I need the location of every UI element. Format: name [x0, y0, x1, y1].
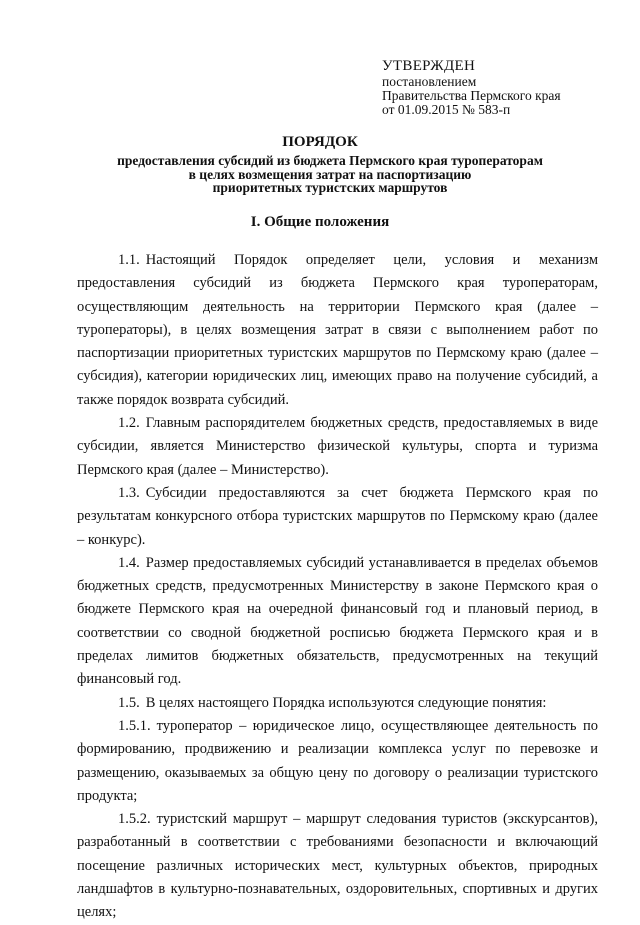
item-text: туроператор – юридическое лицо, осуществляющее деятельность по формированию, продвижению и реализации комплекса услуг по перевозке и размещению, оказываемых за общую цену по договору о реализации туристского продукта;	[77, 717, 598, 804]
paragraph-1-2	[77, 412, 598, 482]
item-number: 1.4.	[118, 554, 140, 571]
document-title: ПОРЯДОК	[282, 134, 358, 150]
approval-line-3: от 01.09.2015 № 583-п	[382, 102, 511, 117]
item-text: туристский маршрут – маршрут следования туристов (экскурсантов), разработанный в соответствии с требованиями безопасности и включающий посещение различных исторических мест, культурных объектов, природных ландшафтов в культурно-познавательных, оздоровительных, спортивных и других целях;	[77, 811, 598, 921]
section-heading: I. Общие положения	[250, 214, 390, 230]
item-text: Настоящий Порядок определяет цели, условия и механизм предоставления субсидий из бюджета Пермского края туроператорам, осуществляющим деятельность на территории Пермского края (далее – туроператоры), в целях возмещения затрат в связи с выполнением работ по паспортизации приоритетных туристских маршрутов по Пермскому краю (далее – субсидия), категории юридических лиц, имеющих право на получение субсидий, а также порядок возврата субсидий.	[77, 252, 598, 408]
item-text: Размер предоставляемых субсидий устанавливается в пределах объемов бюджетных средств, предусмотренных Министерству в законе Пермского края о бюджете Пермского края на очередной финансовый год и плановый период, в соответствии со сводной бюджетной росписью бюджета Пермского края и в пределах лимитов бюджетных обязательств, предусмотренных на текущий финансовый год.	[77, 554, 598, 688]
approval-line-1: постановлением	[382, 74, 477, 89]
item-number: 1.5.	[118, 694, 140, 711]
document-subtitle	[60, 154, 600, 195]
item-number: 1.5.2.	[118, 811, 151, 828]
subtitle-line-3: приоритетных туристских маршрутов	[212, 180, 448, 195]
approval-line-2: Правительства Пермского края	[382, 88, 561, 103]
paragraph-1-1	[77, 249, 598, 412]
paragraph-1-5-1	[77, 715, 598, 808]
subtitle-line-2: в целях возмещения затрат на паспортизацию	[188, 166, 472, 182]
paragraph-1-3	[77, 482, 598, 552]
approval-stamp	[382, 58, 632, 117]
paragraph-1-5	[77, 692, 598, 715]
item-number: 1.3.	[118, 484, 140, 501]
item-number: 1.1.	[118, 252, 140, 268]
item-text: Субсидии предоставляются за счет бюджета Пермского края по результатам конкурсного отбора туристских маршрутов по Пермскому краю (далее – конкурс).	[77, 484, 598, 548]
document-body	[77, 249, 598, 925]
item-number: 1.5.1.	[118, 717, 151, 734]
paragraph-1-4	[77, 552, 598, 692]
paragraph-1-5-2	[77, 808, 598, 924]
item-text: В целях настоящего Порядка используются следующие понятия:	[145, 694, 547, 711]
subtitle-line-1: предоставления субсидий из бюджета Пермского края туроператорам	[117, 153, 543, 168]
item-number: 1.2.	[118, 415, 140, 432]
approval-title: УТВЕРЖДЕН	[382, 58, 476, 74]
item-text: Главным распорядителем бюджетных средств, предоставляемых в виде субсидии, является Министерство физической культуры, спорта и туризма Пермского края (далее – Министерство).	[77, 415, 598, 478]
